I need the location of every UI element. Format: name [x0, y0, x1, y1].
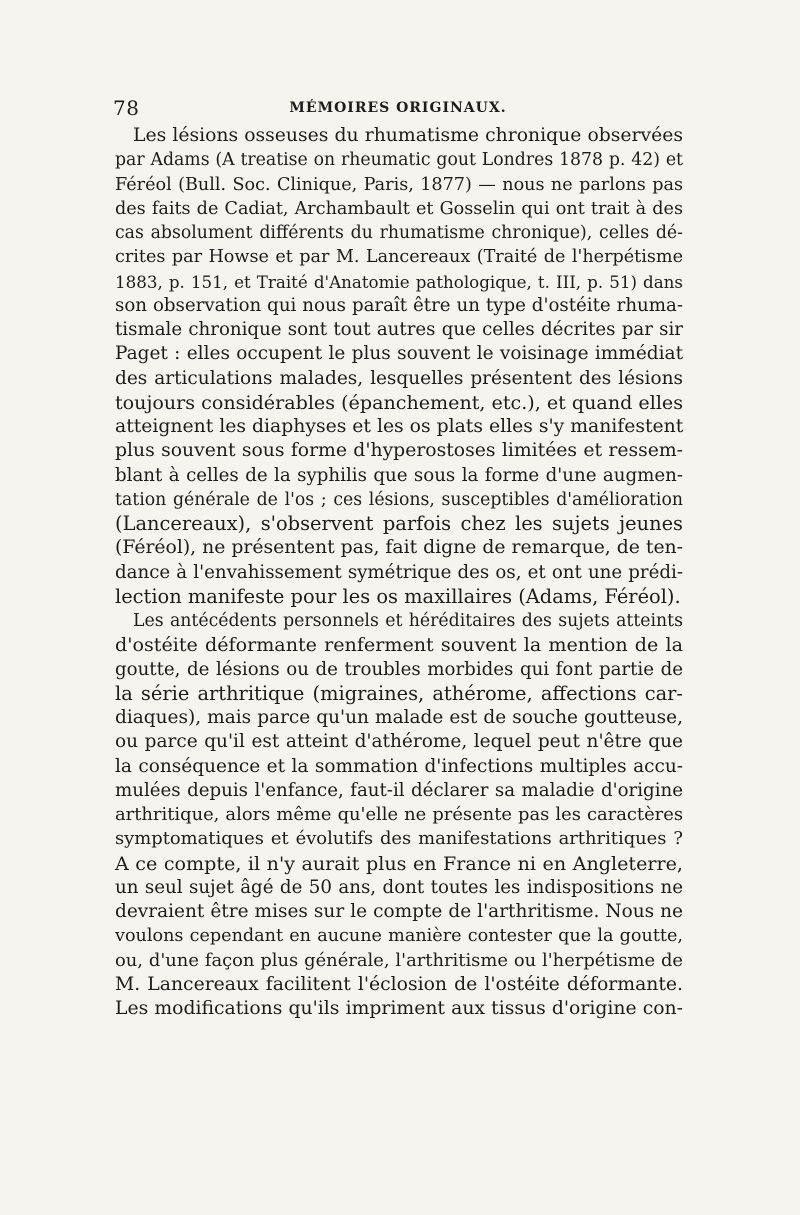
- body-text: [115, 124, 683, 1021]
- text-line: d'ostéite déformante renferment souvent la mention de la: [115, 633, 683, 657]
- text-line: voulons cependant en aucune manière contester que la goutte,: [115, 926, 683, 947]
- page-number: 78: [113, 96, 140, 120]
- text-line: tation générale de l'os ; ces lésions, susceptibles d'amélioration: [115, 489, 683, 510]
- text-line: (Féréol), ne présentent pas, fait digne de remarque, de ten-: [115, 537, 683, 559]
- text-line: un seul sujet âgé de 50 ans, dont toutes les indispositions ne: [115, 876, 683, 898]
- text-line: (Lancereaux), s'observent parfois chez les sujets jeunes: [115, 512, 683, 535]
- text-line: dance à l'envahissement symétrique des os, et ont une prédi-: [115, 561, 683, 583]
- text-line: A ce compte, il n'y aurait plus en France ni en Angleterre,: [115, 851, 683, 875]
- text-line: plus souvent sous forme d'hyperostoses limitées et ressem-: [115, 440, 683, 462]
- text-line: arthritique, alors même qu'elle ne présente pas les caractères: [115, 804, 683, 825]
- text-line: M. Lancereaux facilitent l'éclosion de l'ostéite déformante.: [115, 973, 683, 995]
- text-line: la série arthritique (migraines, athérome, affections car-: [115, 681, 683, 705]
- text-line: 1883, p. 151, et Traité d'Anatomie pathologique, t. III, p. 51) dans: [115, 271, 683, 292]
- text-line: la conséquence et la sommation d'infections multiples accu-: [115, 755, 683, 777]
- page-header: [113, 96, 683, 122]
- text-line: blant à celles de la syphilis que sous la forme d'une augmen-: [115, 464, 683, 486]
- text-line: devraient être mises sur le compte de l'arthritisme. Nous ne: [115, 901, 683, 922]
- text-line: des faits de Cadiat, Archambault et Gosselin qui ont trait à des: [115, 198, 683, 219]
- text-line: son observation qui nous paraît être un type d'ostéite rhuma-: [115, 294, 683, 316]
- text-line: atteignent les diaphyses et les os plats elles s'y manifestent: [115, 416, 684, 437]
- text-line: Les lésions osseuses du rhumatisme chronique observées: [133, 125, 683, 146]
- text-line: Féréol (Bull. Soc. Clinique, Paris, 1877) — nous ne parlons pas: [115, 174, 683, 195]
- text-line: mulées depuis l'enfance, faut-il déclarer sa maladie d'origine: [115, 779, 683, 801]
- text-line: crites par Howse et par M. Lancereaux (Traité de l'herpétisme: [115, 247, 683, 268]
- text-line: ou, d'une façon plus générale, l'arthritisme ou l'herpétisme de: [115, 949, 683, 971]
- text-line: lection manifeste pour les os maxillaires (Adams, Féréol).: [115, 584, 681, 608]
- text-line: tismale chronique sont tout autres que celles décrites par sir: [115, 319, 683, 340]
- text-line: diaques), mais parce qu'un malade est de souche goutteuse,: [115, 707, 683, 728]
- running-title: MÉMOIRES ORIGINAUX.: [289, 100, 507, 116]
- text-line: Les modifications qu'ils impriment aux tissus d'origine con-: [115, 998, 683, 1019]
- text-line: symptomatiques et évolutifs des manifestations arthritiques ?: [115, 828, 683, 850]
- text-line: Paget : elles occupent le plus souvent le voisinage immédiat: [115, 343, 683, 365]
- text-line: des articulations malades, lesquelles présentent des lésions: [115, 367, 683, 389]
- text-line: goutte, de lésions ou de troubles morbides qui font partie de: [115, 658, 683, 680]
- text-line: par Adams (A treatise on rheumatic gout Londres 1878 p. 42) et: [115, 150, 683, 171]
- text-line: Les antécédents personnels et héréditaires des sujets atteints: [133, 611, 683, 631]
- text-line: cas absolument différents du rhumatisme chronique), celles dé-: [115, 223, 683, 243]
- text-line: toujours considérables (épanchement, etc.), et quand elles: [115, 390, 684, 414]
- text-line: ou parce qu'il est atteint d'athérome, lequel peut n'être que: [115, 731, 683, 753]
